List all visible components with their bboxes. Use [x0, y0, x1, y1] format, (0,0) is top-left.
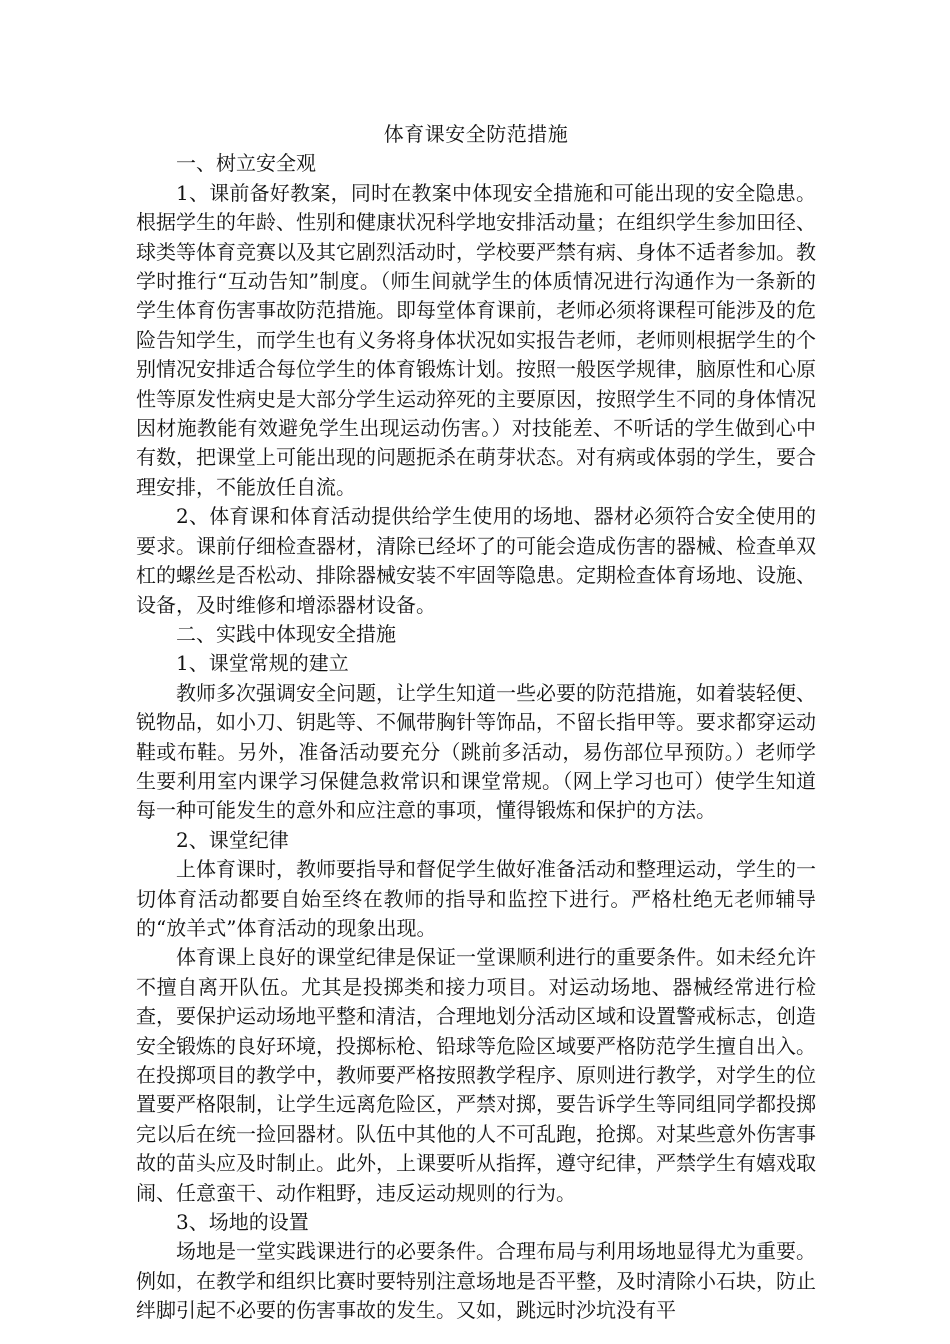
paragraph-class-discipline-1: 上体育课时，教师要指导和督促学生做好准备活动和整理运动，学生的一切体育活动都要自始至终在教师的指导和监控下进行。严格杜绝无老师辅导的“放羊式”体育活动的现象出现。: [136, 857, 816, 940]
paragraph-lesson-plan: 1、课前备好教案，同时在教案中体现安全措施和可能出现的安全隐患。根据学生的年龄、性别和健康状况科学地安排活动量；在组织学生参加田径、球类等体育竞赛以及其它剧烈活动时，学校要严禁有病、身体不适者参加。教学时推行“互动告知”制度。（师生间就学生的体质情况进行沟通作为一条新的学生体育伤害事故防范措施。即每堂体育课前，老师必须将课程可能涉及的危险告知学生，而学生也有义务将身体状况如实报告老师，老师则根据学生的个别情况安排适合每位学生的体育锻炼计划。按照一般医学规律，脑原性和心原性等原发性病史是大部分学生运动猝死的主要原因，按照学生不同的身体情况因材施教能有效避免学生出现运动伤害。）对技能差、不听话的学生做到心中有数，把课堂上可能出现的问题扼杀在萌芽状态。对有病或体弱的学生，要合理安排，不能放任自流。: [136, 180, 816, 499]
subheading-venue-setup: 3、场地的设置: [176, 1210, 309, 1235]
paragraph-venue-setup: 场地是一堂实践课进行的必要条件。合理布局与利用场地显得尤为重要。例如，在教学和组织比赛时要特别注意场地是否平整，及时清除小石块，防止绊脚引起不必要的伤害事故的发生。又如，跳远时沙坑没有平: [136, 1239, 816, 1323]
subheading-class-routine: 1、课堂常规的建立: [176, 651, 349, 676]
section-heading-2: 二、实践中体现安全措施: [176, 621, 396, 646]
section-heading-1: 一、树立安全观: [176, 151, 316, 176]
paragraph-class-discipline-2: 体育课上良好的课堂纪律是保证一堂课顺利进行的重要条件。如未经允许不擅自离开队伍。尤其是投掷类和接力项目。对运动场地、器械经常进行检查，要保护运动场地平整和清洁，合理地划分活动区域和设置警戒标志，创造安全锻炼的良好环境，投掷标枪、铅球等危险区域要严格防范学生擅自出入。在投掷项目的教学中，教师要严格按照教学程序、原则进行教学，对学生的位置要严格限制，让学生远离危险区，严禁对掷，要告诉学生等同组同学都投掷完以后在统一捡回器材。队伍中其他的人不可乱跑，抢掷。对某些意外伤害事故的苗头应及时制止。此外，上课要听从指挥，遵守纪律，严禁学生有嬉戏取闹、任意蛮干、动作粗野，违反运动规则的行为。: [136, 945, 816, 1205]
paragraph-equipment: 2、体育课和体育活动提供给学生使用的场地、器材必须符合安全使用的要求。课前仔细检查器材，清除已经坏了的可能会造成伤害的器械、检查单双杠的螺丝是否松动、排除器械安装不牢固等隐患。定期检查体育场地、设施、设备，及时维修和增添器材设备。: [136, 504, 816, 617]
document-title: 体育课安全防范措施: [383, 122, 569, 146]
document-body: [136, 120, 816, 1326]
paragraph-class-routine: 教师多次强调安全问题，让学生知道一些必要的防范措施，如着装轻便、锐物品，如小刀、钥匙等、不佩带胸针等饰品，不留长指甲等。要求都穿运动鞋或布鞋。另外，准备活动要充分（跳前多活动，易伤部位早预防。）老师学生要利用室内课学习保健急救常识和课堂常规。（网上学习也可）使学生知道每一种可能发生的意外和应注意的事项，懂得锻炼和保护的方法。: [136, 680, 816, 823]
subheading-class-discipline: 2、课堂纪律: [176, 827, 289, 852]
